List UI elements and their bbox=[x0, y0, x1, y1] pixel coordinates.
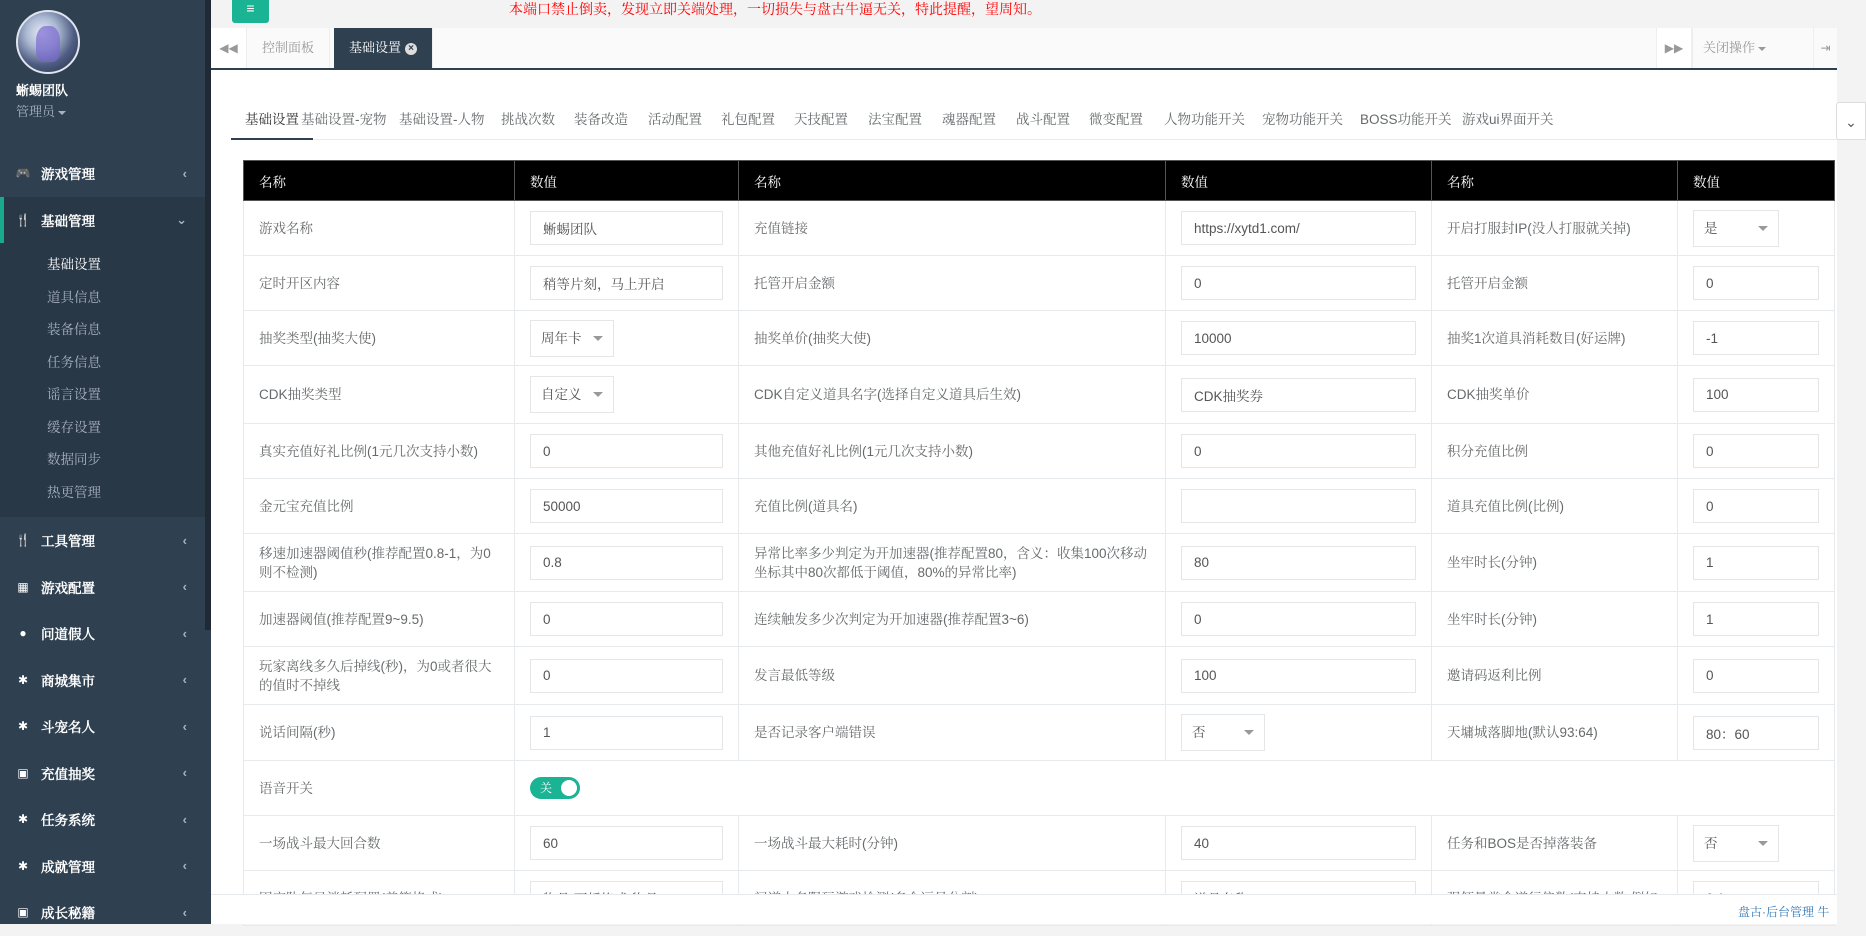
sidebar-subitem[interactable]: 装备信息 bbox=[47, 322, 101, 337]
setting-value-cell bbox=[515, 479, 739, 534]
setting-select[interactable] bbox=[1181, 714, 1265, 751]
forward-icon: ▶▶ bbox=[1664, 41, 1684, 55]
setting-value-cell bbox=[1166, 705, 1432, 761]
more-tabs-button[interactable] bbox=[1836, 102, 1866, 140]
gear-icon: ✱ bbox=[17, 672, 29, 687]
table-row bbox=[244, 479, 1835, 534]
tab-label: 控制面板 bbox=[262, 40, 315, 55]
setting-name: 坐牢时长(分钟) bbox=[1432, 592, 1678, 647]
top-bar bbox=[211, 0, 1837, 28]
chevron-down-icon: ⌄ bbox=[176, 211, 187, 227]
setting-select[interactable] bbox=[1693, 825, 1779, 862]
tab-scroll-right-button[interactable] bbox=[1656, 28, 1692, 68]
setting-input[interactable] bbox=[530, 826, 723, 860]
sidebar-subitem[interactable]: 道具信息 bbox=[47, 289, 101, 305]
menu-toggle-button[interactable] bbox=[232, 0, 269, 23]
setting-input[interactable] bbox=[530, 716, 723, 750]
settings-tab[interactable]: 天技配置 bbox=[794, 112, 848, 127]
settings-tab[interactable]: 战斗配置 bbox=[1016, 112, 1070, 127]
chevron-left-icon: ‹ bbox=[182, 811, 187, 827]
setting-input[interactable] bbox=[1181, 211, 1416, 245]
gear-icon: ✱ bbox=[17, 858, 29, 873]
settings-tab[interactable]: 法宝配置 bbox=[868, 112, 922, 127]
main-content bbox=[211, 0, 1857, 924]
tab-scroll-left-button[interactable] bbox=[211, 28, 247, 68]
setting-value-cell bbox=[515, 256, 739, 311]
sidebar-group-label: 任务系统 bbox=[41, 813, 95, 829]
setting-input[interactable] bbox=[1181, 659, 1416, 693]
setting-name: 任务和BOS是否掉落装备 bbox=[1432, 816, 1678, 871]
setting-name: 加速器阈值(推荐配置9~9.5) bbox=[244, 592, 515, 647]
setting-name: 托管开启金额 bbox=[1432, 256, 1678, 311]
setting-value-cell bbox=[515, 311, 739, 366]
setting-input[interactable] bbox=[530, 546, 723, 580]
column-header: 数值 bbox=[515, 161, 739, 201]
setting-select[interactable] bbox=[530, 320, 614, 357]
column-header: 名称 bbox=[244, 161, 515, 201]
setting-value-cell bbox=[1166, 311, 1432, 366]
profile-name: 蜥蜴团队 bbox=[16, 83, 69, 98]
setting-name: 充值比例(道具名) bbox=[739, 479, 1166, 534]
setting-name: 邀请码返利比例 bbox=[1432, 647, 1678, 705]
footer-text[interactable]: 盘古·后台管理 牛 bbox=[1738, 905, 1830, 919]
chevron-left-icon: ‹ bbox=[182, 625, 187, 641]
avatar[interactable] bbox=[16, 10, 80, 74]
setting-value-cell bbox=[515, 534, 739, 592]
setting-name: 说话间隔(秒) bbox=[244, 705, 515, 761]
setting-input[interactable] bbox=[530, 602, 723, 636]
sidebar-subitem[interactable]: 热更管理 bbox=[47, 484, 101, 500]
settings-tab[interactable]: 基础设置-宠物 bbox=[301, 112, 387, 127]
setting-value-cell bbox=[515, 201, 739, 256]
setting-value-cell bbox=[1166, 592, 1432, 647]
settings-tab[interactable]: 游戏ui界面开关 bbox=[1462, 112, 1554, 127]
setting-value-cell bbox=[1166, 201, 1432, 256]
table-row bbox=[244, 311, 1835, 366]
page-tab-bar bbox=[211, 28, 1837, 70]
setting-input[interactable] bbox=[1693, 266, 1819, 300]
caret-down-icon bbox=[1758, 47, 1766, 51]
setting-name: 开启打服封IP(没人打服就关掉) bbox=[1432, 201, 1678, 256]
settings-tab[interactable]: BOSS功能开关 bbox=[1360, 112, 1452, 127]
sidebar-group-label: 游戏配置 bbox=[41, 580, 95, 596]
settings-tab[interactable]: 礼包配置 bbox=[721, 112, 775, 127]
profile-role: 管理员 bbox=[16, 104, 56, 119]
sidebar-group-6[interactable] bbox=[0, 703, 205, 750]
setting-name: 道具充值比例(比例) bbox=[1432, 479, 1678, 534]
sign-out-icon: ⇥ bbox=[1820, 41, 1831, 55]
setting-name: 发言最低等级 bbox=[739, 647, 1166, 705]
setting-value-cell bbox=[515, 366, 739, 424]
sidebar-group-3[interactable] bbox=[0, 564, 205, 611]
cutlery-icon: 🍴 bbox=[15, 212, 31, 227]
sidebar-group-label: 商城集市 bbox=[41, 673, 95, 689]
close-operations-label: 关闭操作 bbox=[1703, 40, 1756, 55]
setting-value-cell bbox=[1678, 705, 1835, 761]
setting-value-cell bbox=[1166, 479, 1432, 534]
sidebar-group-label: 斗宠名人 bbox=[41, 720, 95, 736]
gear-icon: ✱ bbox=[17, 812, 29, 827]
settings-tab[interactable]: 宠物功能开关 bbox=[1262, 112, 1343, 127]
settings-tab[interactable]: 魂器配置 bbox=[942, 112, 996, 127]
setting-input[interactable] bbox=[1181, 434, 1416, 468]
setting-name: 移速加速器阈值秒(推荐配置0.8-1，为0则不检测) bbox=[244, 534, 515, 592]
settings-tab[interactable]: 微变配置 bbox=[1089, 112, 1143, 127]
settings-tab[interactable]: 基础设置 bbox=[231, 102, 313, 140]
table-row bbox=[244, 816, 1835, 871]
setting-name: 天墉城落脚地(默认93:64) bbox=[1432, 705, 1678, 761]
setting-name: 真实充值好礼比例(1元几次支持小数) bbox=[244, 424, 515, 479]
select-value: 自定义 bbox=[541, 387, 582, 402]
setting-value-cell bbox=[515, 592, 739, 647]
setting-input[interactable] bbox=[1181, 826, 1416, 860]
sidebar-group-8[interactable] bbox=[0, 796, 205, 843]
setting-input[interactable] bbox=[1181, 378, 1416, 412]
sidebar-group-7[interactable] bbox=[0, 750, 205, 797]
table-row bbox=[244, 647, 1835, 705]
setting-value-cell bbox=[515, 761, 1835, 816]
fullscreen-exit-button[interactable] bbox=[1813, 28, 1837, 68]
setting-name: 一场战斗最大回合数 bbox=[244, 816, 515, 871]
setting-input[interactable] bbox=[530, 266, 723, 300]
settings-table bbox=[243, 160, 1835, 926]
sidebar-group-label: 充值抽奖 bbox=[41, 766, 95, 782]
sidebar-group-label: 工具管理 bbox=[41, 534, 95, 550]
sidebar-subitem[interactable]: 谣言设置 bbox=[47, 387, 101, 402]
chevron-left-icon: ‹ bbox=[182, 532, 187, 548]
setting-value-cell bbox=[1678, 816, 1835, 871]
setting-name: 坐牢时长(分钟) bbox=[1432, 534, 1678, 592]
table-header-row bbox=[244, 161, 1835, 201]
chevron-left-icon: ‹ bbox=[182, 579, 187, 595]
setting-value-cell bbox=[1678, 201, 1835, 256]
setting-name: 定时开区内容 bbox=[244, 256, 515, 311]
table-icon: ▦ bbox=[17, 579, 29, 594]
setting-name: 语音开关 bbox=[244, 761, 515, 816]
close-operations-dropdown[interactable] bbox=[1692, 28, 1776, 68]
sidebar bbox=[0, 0, 211, 924]
setting-select[interactable] bbox=[1693, 210, 1779, 247]
sidebar-subitem[interactable]: 任务信息 bbox=[47, 354, 101, 370]
select-value: 是 bbox=[1704, 220, 1718, 236]
chevron-left-icon: ‹ bbox=[182, 904, 187, 920]
sidebar-group-2[interactable] bbox=[0, 517, 205, 564]
user-icon: ● bbox=[19, 626, 27, 641]
profile bbox=[16, 10, 80, 120]
settings-tab[interactable]: 活动配置 bbox=[648, 112, 702, 127]
setting-name: 是否记录客户端错误 bbox=[739, 705, 1166, 761]
setting-name: 抽奖单价(抽奖大使) bbox=[739, 311, 1166, 366]
sidebar-group-label: 问道假人 bbox=[41, 627, 95, 643]
sidebar-nav bbox=[0, 150, 205, 936]
setting-name: 充值链接 bbox=[739, 201, 1166, 256]
column-header: 数值 bbox=[1678, 161, 1835, 201]
select-value: 否 bbox=[1704, 835, 1718, 851]
select-value: 否 bbox=[1192, 725, 1206, 740]
chevron-left-icon: ‹ bbox=[182, 858, 187, 874]
chevron-down-icon: ⌄ bbox=[1845, 114, 1857, 130]
setting-value-cell bbox=[1678, 366, 1835, 424]
setting-name: 抽奖类型(抽奖大使) bbox=[244, 311, 515, 366]
table-row bbox=[244, 534, 1835, 592]
setting-input[interactable] bbox=[1693, 602, 1819, 636]
setting-select[interactable] bbox=[530, 376, 614, 413]
setting-name: CDK抽奖单价 bbox=[1432, 366, 1678, 424]
settings-tab[interactable]: 基础设置-人物 bbox=[399, 112, 485, 127]
setting-input[interactable] bbox=[1181, 489, 1416, 523]
setting-value-cell bbox=[1678, 424, 1835, 479]
setting-name: 游戏名称 bbox=[244, 201, 515, 256]
setting-input[interactable] bbox=[1181, 266, 1416, 300]
setting-name: 金元宝充值比例 bbox=[244, 479, 515, 534]
setting-value-cell bbox=[1166, 816, 1432, 871]
gear-icon: ✱ bbox=[17, 719, 29, 734]
tab-dashboard[interactable] bbox=[247, 28, 330, 68]
setting-name: CDK自定义道具名字(选择自定义道具后生效) bbox=[739, 366, 1166, 424]
table-row bbox=[244, 256, 1835, 311]
table-row bbox=[244, 424, 1835, 479]
setting-name: 一场战斗最大耗时(分钟) bbox=[739, 816, 1166, 871]
setting-input[interactable] bbox=[1693, 716, 1819, 750]
gamepad-icon: 🎮 bbox=[15, 166, 31, 181]
sidebar-group-label: 成长秘籍 bbox=[41, 906, 95, 922]
table-row bbox=[244, 366, 1835, 424]
setting-input[interactable] bbox=[1181, 546, 1416, 580]
chevron-left-icon: ‹ bbox=[182, 165, 187, 181]
setting-name: 其他充值好礼比例(1元几次支持小数) bbox=[739, 424, 1166, 479]
profile-role-dropdown[interactable] bbox=[16, 101, 80, 120]
setting-value-cell bbox=[1678, 647, 1835, 705]
sidebar-group-label: 成就管理 bbox=[41, 859, 95, 875]
setting-name: 抽奖1次道具消耗数目(好运牌) bbox=[1432, 311, 1678, 366]
sidebar-group-label: 基础管理 bbox=[41, 213, 95, 229]
settings-tab[interactable]: 装备改造 bbox=[574, 112, 628, 127]
sidebar-group-label: 游戏管理 bbox=[41, 167, 95, 183]
setting-value-cell bbox=[1678, 534, 1835, 592]
caret-down-icon bbox=[58, 111, 66, 115]
settings-tab[interactable]: 人物功能开关 bbox=[1164, 112, 1245, 127]
sidebar-group-4[interactable] bbox=[0, 610, 205, 657]
sidebar-subitem[interactable]: 基础设置 bbox=[47, 257, 101, 272]
table-row bbox=[244, 201, 1835, 256]
notice-text: 本端口禁止倒卖，发现立即关端处理，一切损失与盘古牛逼无关，特此提醒，望周知。 bbox=[509, 1, 1041, 17]
voice-toggle[interactable] bbox=[530, 777, 580, 799]
column-header: 名称 bbox=[739, 161, 1166, 201]
setting-value-cell bbox=[515, 816, 739, 871]
toggle-label: 关 bbox=[540, 781, 553, 795]
close-tab-icon[interactable]: × bbox=[405, 43, 417, 55]
sidebar-subitem[interactable]: 缓存设置 bbox=[47, 419, 101, 435]
sidebar-group-9[interactable] bbox=[0, 843, 205, 890]
setting-input[interactable] bbox=[1693, 321, 1819, 355]
setting-input[interactable] bbox=[530, 434, 723, 468]
setting-value-cell bbox=[515, 705, 739, 761]
setting-name: 托管开启金额 bbox=[739, 256, 1166, 311]
setting-value-cell bbox=[1678, 311, 1835, 366]
setting-input[interactable] bbox=[1693, 659, 1819, 693]
tab-basic-settings[interactable] bbox=[334, 28, 433, 68]
setting-name: 玩家离线多久后掉线(秒)，为0或者很大的值时不掉线 bbox=[244, 647, 515, 705]
sidebar-group-10[interactable] bbox=[0, 889, 205, 936]
setting-name: 积分充值比例 bbox=[1432, 424, 1678, 479]
setting-input[interactable] bbox=[530, 659, 723, 693]
setting-value-cell bbox=[515, 424, 739, 479]
setting-input[interactable] bbox=[1693, 434, 1819, 468]
setting-input[interactable] bbox=[1181, 321, 1416, 355]
setting-value-cell bbox=[515, 647, 739, 705]
select-value: 周年卡 bbox=[541, 330, 582, 346]
setting-input[interactable] bbox=[1693, 546, 1819, 580]
setting-value-cell bbox=[1678, 592, 1835, 647]
column-header: 数值 bbox=[1166, 161, 1432, 201]
table-row bbox=[244, 592, 1835, 647]
settings-tabs bbox=[231, 102, 1857, 140]
chevron-left-icon: ‹ bbox=[182, 672, 187, 688]
sidebar-group-1[interactable] bbox=[0, 197, 205, 244]
table-row bbox=[244, 705, 1835, 761]
settings-tab[interactable]: 挑战次数 bbox=[501, 112, 555, 127]
money-icon: ▣ bbox=[17, 905, 29, 920]
table-row bbox=[244, 761, 1835, 816]
setting-value-cell bbox=[1166, 424, 1432, 479]
money-icon: ▣ bbox=[17, 765, 29, 780]
setting-value-cell bbox=[1166, 256, 1432, 311]
setting-value-cell bbox=[1166, 534, 1432, 592]
backward-icon: ◀◀ bbox=[219, 41, 238, 55]
tab-label: 基础设置 bbox=[349, 40, 402, 55]
setting-name: 异常比率多少判定为开加速器(推荐配置80，含义：收集100次移动坐标其中80次都低于阈值，80%的异常比率) bbox=[739, 534, 1166, 592]
sidebar-subitem[interactable]: 数据同步 bbox=[47, 452, 101, 467]
setting-name: 连续触发多少次判定为开加速器(推荐配置3~6) bbox=[739, 592, 1166, 647]
chevron-left-icon: ‹ bbox=[182, 718, 187, 734]
setting-input[interactable] bbox=[1693, 378, 1819, 412]
setting-value-cell bbox=[1166, 366, 1432, 424]
column-header: 名称 bbox=[1432, 161, 1678, 201]
setting-input[interactable] bbox=[530, 211, 723, 245]
setting-value-cell bbox=[1678, 256, 1835, 311]
bars-icon: ≡ bbox=[246, 0, 255, 16]
footer bbox=[211, 894, 1837, 924]
setting-name: CDK抽奖类型 bbox=[244, 366, 515, 424]
cutlery-icon: 🍴 bbox=[15, 533, 31, 548]
setting-input[interactable] bbox=[1693, 489, 1819, 523]
sidebar-group-0[interactable] bbox=[0, 150, 205, 197]
sidebar-submenu bbox=[0, 243, 205, 517]
setting-input[interactable] bbox=[530, 489, 723, 523]
setting-input[interactable] bbox=[1181, 602, 1416, 636]
chevron-left-icon: ‹ bbox=[182, 765, 187, 781]
setting-value-cell bbox=[1166, 647, 1432, 705]
sidebar-group-5[interactable] bbox=[0, 657, 205, 704]
setting-value-cell bbox=[1678, 479, 1835, 534]
